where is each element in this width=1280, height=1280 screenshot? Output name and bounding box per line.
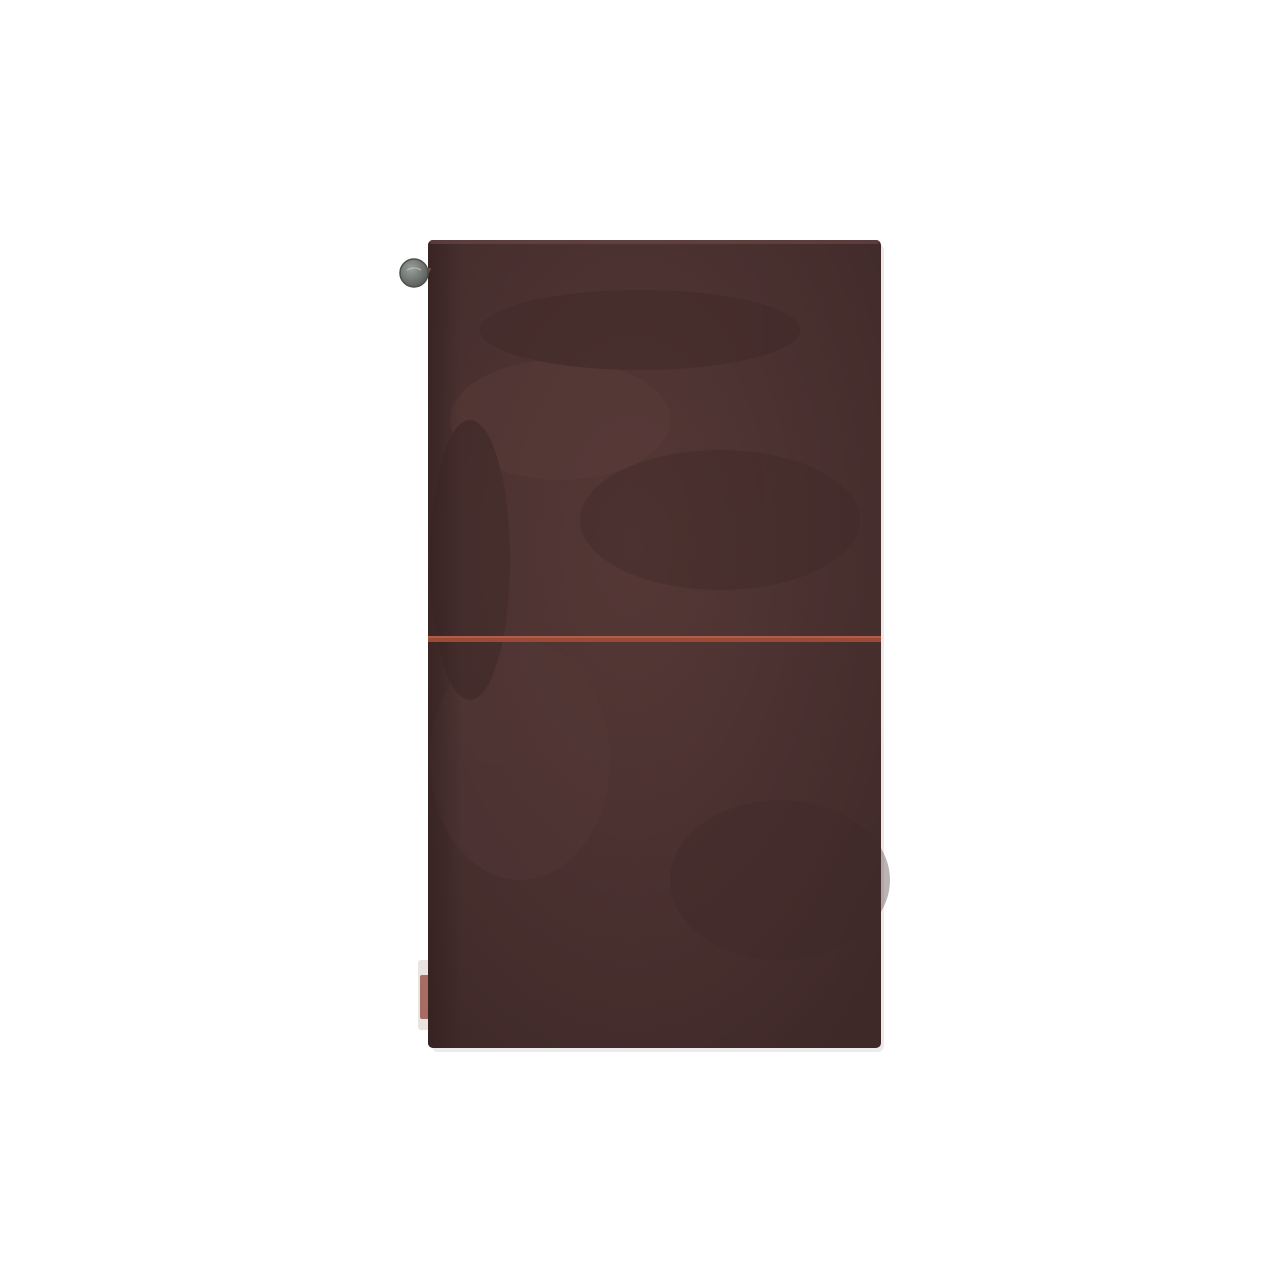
spine-shade [428,240,462,1048]
cover-top-edge [430,240,879,244]
elastic-band-highlight [428,636,881,638]
